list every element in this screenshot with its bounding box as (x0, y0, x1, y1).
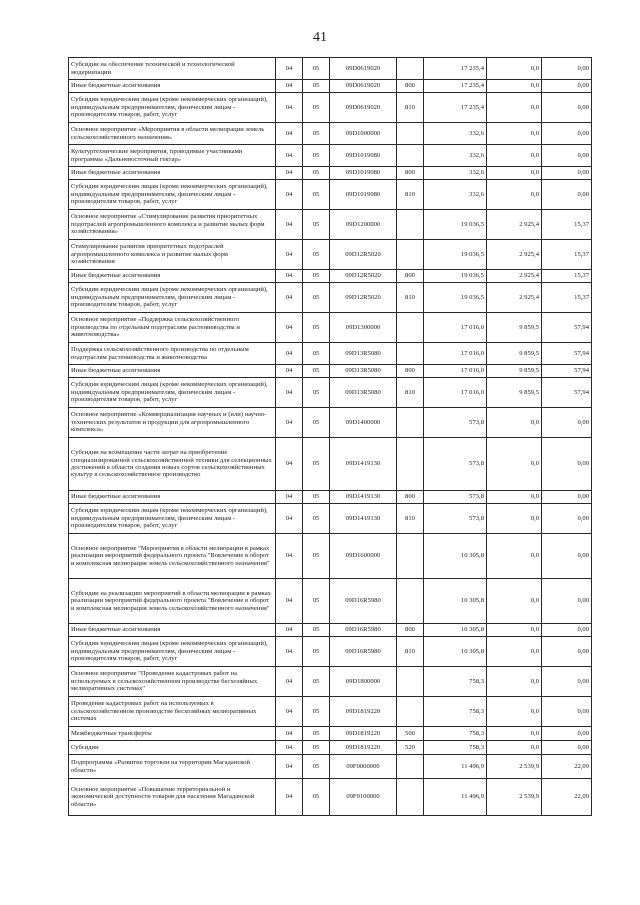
expense-type-cell (397, 145, 424, 167)
row-name-cell: Основное мероприятие «Повышение территориальной и экономической доступности товаров для населения Магаданской области» (69, 779, 276, 816)
expense-type-cell (397, 755, 424, 779)
subsection-code-cell: 05 (303, 579, 330, 624)
expense-type-cell: 810 (397, 504, 424, 534)
subsection-code-cell: 05 (303, 283, 330, 313)
subsection-code-cell: 05 (303, 167, 330, 180)
row-name-cell: Субсидии юридическим лицам (кроме некоммерческих организаций), индивидуальным предпринимателям, физическим лицам - производителям товаров, работ, услуг (69, 637, 276, 667)
table-row (69, 755, 592, 779)
expense-type-cell (397, 123, 424, 145)
execution-percent-cell: 0,00 (542, 180, 592, 210)
row-name-cell: Поддержка сельскохозяйственного производства по отдельным подотраслям растениеводства и животноводства (69, 343, 276, 365)
section-code-cell: 04 (276, 343, 303, 365)
table-row (69, 504, 592, 534)
approved-amount-cell: 573,8 (424, 504, 487, 534)
executed-amount-cell: 0,0 (487, 624, 542, 637)
approved-amount-cell: 19 036,5 (424, 270, 487, 283)
target-article-cell: 09D0619020 (330, 80, 397, 93)
approved-amount-cell: 19 036,5 (424, 283, 487, 313)
row-name-cell: Субсидии юридическим лицам (кроме некоммерческих организаций), индивидуальным предпринимателям, физическим лицам - производителям товаров, работ, услуг (69, 378, 276, 408)
subsection-code-cell: 05 (303, 123, 330, 145)
row-name-cell: Основное мероприятие «Мероприятия в области мелиорации земель сельскохозяйственного назначения» (69, 123, 276, 145)
executed-amount-cell: 2 539,9 (487, 755, 542, 779)
approved-amount-cell: 19 036,5 (424, 240, 487, 270)
section-code-cell: 04 (276, 167, 303, 180)
section-code-cell: 04 (276, 727, 303, 741)
table-row (69, 491, 592, 504)
executed-amount-cell: 9 859,5 (487, 378, 542, 408)
subsection-code-cell: 05 (303, 727, 330, 741)
executed-amount-cell: 0,0 (487, 727, 542, 741)
execution-percent-cell: 0,00 (542, 145, 592, 167)
approved-amount-cell: 17 235,4 (424, 58, 487, 80)
target-article-cell: 09D1600000 (330, 534, 397, 579)
row-name-cell: Субсидии (69, 741, 276, 755)
table-row (69, 167, 592, 180)
executed-amount-cell: 0,0 (487, 697, 542, 727)
section-code-cell: 04 (276, 365, 303, 378)
subsection-code-cell: 05 (303, 438, 330, 491)
subsection-code-cell: 05 (303, 93, 330, 123)
executed-amount-cell: 0,0 (487, 504, 542, 534)
expense-type-cell: 800 (397, 491, 424, 504)
approved-amount-cell: 758,3 (424, 727, 487, 741)
expense-type-cell: 500 (397, 727, 424, 741)
row-name-cell: Субсидии на возмещение части затрат на приобретение специализированной сельскохозяйственной техники для селекционных достижений в области создания новых сортов сельскохозяйственных культур в сельскохозяйственное производство (69, 438, 276, 491)
expense-type-cell: 520 (397, 741, 424, 755)
row-name-cell: Субсидии на обеспечение технической и технологической модернизации (69, 58, 276, 80)
execution-percent-cell: 0,00 (542, 438, 592, 491)
executed-amount-cell: 2 925,4 (487, 240, 542, 270)
expense-type-cell (397, 343, 424, 365)
executed-amount-cell: 0,0 (487, 408, 542, 438)
table-row (69, 779, 592, 816)
section-code-cell: 04 (276, 283, 303, 313)
execution-percent-cell: 15,37 (542, 283, 592, 313)
execution-percent-cell: 15,37 (542, 270, 592, 283)
execution-percent-cell: 0,00 (542, 667, 592, 697)
row-name-cell: Иные бюджетные ассигнования (69, 491, 276, 504)
execution-percent-cell: 0,00 (542, 534, 592, 579)
subsection-code-cell: 05 (303, 80, 330, 93)
table-row (69, 741, 592, 755)
subsection-code-cell: 05 (303, 504, 330, 534)
executed-amount-cell: 9 859,5 (487, 343, 542, 365)
target-article-cell: 09D1819220 (330, 697, 397, 727)
table-row (69, 727, 592, 741)
subsection-code-cell: 05 (303, 240, 330, 270)
execution-percent-cell: 0,00 (542, 93, 592, 123)
approved-amount-cell: 332,6 (424, 180, 487, 210)
target-article-cell: 09D1419130 (330, 504, 397, 534)
row-name-cell: Основное мероприятие «Поддержка сельскохозяйственного производства по отдельным подотраслям растениеводства и животноводства» (69, 313, 276, 343)
approved-amount-cell: 758,3 (424, 741, 487, 755)
approved-amount-cell: 573,8 (424, 491, 487, 504)
subsection-code-cell: 05 (303, 408, 330, 438)
target-article-cell: 09D12R5020 (330, 240, 397, 270)
table-row (69, 240, 592, 270)
execution-percent-cell: 57,94 (542, 313, 592, 343)
section-code-cell: 04 (276, 145, 303, 167)
subsection-code-cell: 05 (303, 343, 330, 365)
section-code-cell: 04 (276, 779, 303, 816)
subsection-code-cell: 05 (303, 145, 330, 167)
table-row (69, 534, 592, 579)
executed-amount-cell: 2 925,4 (487, 210, 542, 240)
page-number: 41 (313, 30, 327, 45)
approved-amount-cell: 17 016,0 (424, 365, 487, 378)
executed-amount-cell: 0,0 (487, 180, 542, 210)
execution-percent-cell: 57,94 (542, 378, 592, 408)
table-row (69, 58, 592, 80)
target-article-cell: 09F0000000 (330, 755, 397, 779)
executed-amount-cell: 0,0 (487, 534, 542, 579)
row-name-cell: Иные бюджетные ассигнования (69, 624, 276, 637)
section-code-cell: 04 (276, 210, 303, 240)
executed-amount-cell: 2 539,9 (487, 779, 542, 816)
subsection-code-cell: 05 (303, 624, 330, 637)
target-article-cell: 09D13R5080 (330, 343, 397, 365)
section-code-cell: 04 (276, 667, 303, 697)
execution-percent-cell: 0,00 (542, 579, 592, 624)
section-code-cell: 04 (276, 93, 303, 123)
expense-type-cell: 810 (397, 378, 424, 408)
execution-percent-cell: 0,00 (542, 697, 592, 727)
row-name-cell: Иные бюджетные ассигнования (69, 80, 276, 93)
row-name-cell: Культуртехнические мероприятия, проводимые участниками программы «Дальневосточный гектар» (69, 145, 276, 167)
target-article-cell: 09D16R5980 (330, 624, 397, 637)
section-code-cell: 04 (276, 741, 303, 755)
row-name-cell: Субсидии на реализацию мероприятий в области мелиорации в рамках реализации мероприятий федерального проекта "Вовлечение в оборот и комплексная мелиорация земель сельскохозяйственного назначения" (69, 579, 276, 624)
target-article-cell: 09D1400000 (330, 408, 397, 438)
row-name-cell: Проведение кадастровых работ на используемых в сельскохозяйственном производстве бесхозяйных мелиоративных системах (69, 697, 276, 727)
execution-percent-cell: 0,00 (542, 727, 592, 741)
approved-amount-cell: 332,6 (424, 123, 487, 145)
section-code-cell: 04 (276, 408, 303, 438)
target-article-cell: 09F0100000 (330, 779, 397, 816)
executed-amount-cell: 0,0 (487, 741, 542, 755)
target-article-cell: 09D16R5980 (330, 579, 397, 624)
expense-type-cell (397, 58, 424, 80)
approved-amount-cell: 17 016,0 (424, 313, 487, 343)
subsection-code-cell: 05 (303, 58, 330, 80)
executed-amount-cell: 0,0 (487, 123, 542, 145)
executed-amount-cell: 0,0 (487, 667, 542, 697)
executed-amount-cell: 0,0 (487, 93, 542, 123)
table-row (69, 697, 592, 727)
target-article-cell: 09D1200000 (330, 210, 397, 240)
table-row (69, 313, 592, 343)
section-code-cell: 04 (276, 378, 303, 408)
table-row (69, 365, 592, 378)
expense-type-cell (397, 667, 424, 697)
subsection-code-cell: 05 (303, 534, 330, 579)
row-name-cell: Стимулирование развития приоритетных подотраслей агропромышленного комплекса и развитие малых форм хозяйствования (69, 240, 276, 270)
executed-amount-cell: 9 859,5 (487, 365, 542, 378)
target-article-cell: 09D0619020 (330, 58, 397, 80)
execution-percent-cell: 57,94 (542, 343, 592, 365)
table-row (69, 210, 592, 240)
subsection-code-cell: 05 (303, 180, 330, 210)
execution-percent-cell: 57,94 (542, 365, 592, 378)
execution-percent-cell: 22,09 (542, 755, 592, 779)
section-code-cell: 04 (276, 624, 303, 637)
target-article-cell: 09D13R5080 (330, 365, 397, 378)
execution-percent-cell: 0,00 (542, 637, 592, 667)
executed-amount-cell: 0,0 (487, 80, 542, 93)
expense-type-cell (397, 240, 424, 270)
target-article-cell: 09D1019080 (330, 180, 397, 210)
row-name-cell: Иные бюджетные ассигнования (69, 270, 276, 283)
expense-type-cell: 800 (397, 365, 424, 378)
section-code-cell: 04 (276, 80, 303, 93)
table-row (69, 408, 592, 438)
table-row (69, 180, 592, 210)
execution-percent-cell: 0,00 (542, 504, 592, 534)
target-article-cell: 09D1019080 (330, 167, 397, 180)
executed-amount-cell: 0,0 (487, 637, 542, 667)
approved-amount-cell: 19 036,5 (424, 210, 487, 240)
subsection-code-cell: 05 (303, 697, 330, 727)
table-row (69, 283, 592, 313)
row-name-cell: Основное мероприятие «Коммерциализация научных и (или) научно-технических результатов и продукции для агропромышленного комплекса» (69, 408, 276, 438)
subsection-code-cell: 05 (303, 378, 330, 408)
executed-amount-cell: 0,0 (487, 145, 542, 167)
approved-amount-cell: 758,3 (424, 667, 487, 697)
row-name-cell: Межбюджетные трансферты (69, 727, 276, 741)
subsection-code-cell: 05 (303, 210, 330, 240)
executed-amount-cell: 0,0 (487, 579, 542, 624)
table-row (69, 270, 592, 283)
subsection-code-cell: 05 (303, 365, 330, 378)
approved-amount-cell: 332,6 (424, 167, 487, 180)
expense-type-cell: 810 (397, 93, 424, 123)
approved-amount-cell: 573,8 (424, 438, 487, 491)
table-row (69, 378, 592, 408)
subsection-code-cell: 05 (303, 779, 330, 816)
row-name-cell: Иные бюджетные ассигнования (69, 167, 276, 180)
section-code-cell: 04 (276, 637, 303, 667)
approved-amount-cell: 11 496,9 (424, 755, 487, 779)
executed-amount-cell: 0,0 (487, 58, 542, 80)
execution-percent-cell: 15,37 (542, 240, 592, 270)
executed-amount-cell: 2 925,4 (487, 270, 542, 283)
subsection-code-cell: 05 (303, 755, 330, 779)
execution-percent-cell: 0,00 (542, 624, 592, 637)
expense-type-cell: 800 (397, 624, 424, 637)
execution-percent-cell: 0,00 (542, 741, 592, 755)
expense-type-cell (397, 534, 424, 579)
execution-percent-cell: 15,37 (542, 210, 592, 240)
budget-table (68, 57, 592, 816)
expense-type-cell (397, 697, 424, 727)
approved-amount-cell: 10 305,8 (424, 637, 487, 667)
execution-percent-cell: 0,00 (542, 167, 592, 180)
section-code-cell: 04 (276, 697, 303, 727)
row-name-cell: Подпрограмма «Развитие торговли на территории Магаданской области» (69, 755, 276, 779)
approved-amount-cell: 332,6 (424, 145, 487, 167)
row-name-cell: Субсидии юридическим лицам (кроме некоммерческих организаций), индивидуальным предпринимателям, физическим лицам - производителям товаров, работ, услуг (69, 504, 276, 534)
subsection-code-cell: 05 (303, 313, 330, 343)
execution-percent-cell: 0,00 (542, 58, 592, 80)
target-article-cell: 09D1419130 (330, 491, 397, 504)
executed-amount-cell: 0,0 (487, 167, 542, 180)
expense-type-cell: 800 (397, 80, 424, 93)
row-name-cell: Иные бюджетные ассигнования (69, 365, 276, 378)
table-row (69, 624, 592, 637)
subsection-code-cell: 05 (303, 270, 330, 283)
table-row (69, 93, 592, 123)
target-article-cell: 09D1819220 (330, 741, 397, 755)
approved-amount-cell: 573,8 (424, 408, 487, 438)
target-article-cell: 09D1800000 (330, 667, 397, 697)
expense-type-cell: 810 (397, 283, 424, 313)
table-row (69, 145, 592, 167)
execution-percent-cell: 0,00 (542, 80, 592, 93)
row-name-cell: Основное мероприятие «Стимулирование развития приоритетных подотраслей агропромышленного комплекса и развитие малых форм хозяйствования» (69, 210, 276, 240)
subsection-code-cell: 05 (303, 637, 330, 667)
table-row (69, 637, 592, 667)
section-code-cell: 04 (276, 438, 303, 491)
section-code-cell: 04 (276, 58, 303, 80)
target-article-cell: 09D12R5020 (330, 283, 397, 313)
approved-amount-cell: 17 016,0 (424, 378, 487, 408)
expense-type-cell: 810 (397, 180, 424, 210)
target-article-cell: 09D13R5080 (330, 378, 397, 408)
target-article-cell: 09D0619020 (330, 93, 397, 123)
approved-amount-cell: 10 305,8 (424, 624, 487, 637)
target-article-cell: 09D1300000 (330, 313, 397, 343)
table-body (69, 58, 592, 816)
target-article-cell: 09D1019080 (330, 145, 397, 167)
section-code-cell: 04 (276, 180, 303, 210)
table-row (69, 667, 592, 697)
target-article-cell: 09D1419130 (330, 438, 397, 491)
approved-amount-cell: 11 496,9 (424, 779, 487, 816)
section-code-cell: 04 (276, 123, 303, 145)
executed-amount-cell: 9 859,5 (487, 313, 542, 343)
execution-percent-cell: 0,00 (542, 408, 592, 438)
expense-type-cell: 800 (397, 270, 424, 283)
table-row (69, 438, 592, 491)
expense-type-cell: 800 (397, 167, 424, 180)
subsection-code-cell: 05 (303, 491, 330, 504)
row-name-cell: Субсидии юридическим лицам (кроме некоммерческих организаций), индивидуальным предпринимателям, физическим лицам - производителям товаров, работ, услуг (69, 283, 276, 313)
subsection-code-cell: 05 (303, 667, 330, 697)
approved-amount-cell: 10 305,8 (424, 579, 487, 624)
expense-type-cell: 810 (397, 637, 424, 667)
expense-type-cell (397, 438, 424, 491)
approved-amount-cell: 17 016,0 (424, 343, 487, 365)
target-article-cell: 09D16R5980 (330, 637, 397, 667)
row-name-cell: Субсидии юридическим лицам (кроме некоммерческих организаций), индивидуальным предпринимателям, физическим лицам - производителям товаров, работ, услуг (69, 180, 276, 210)
target-article-cell: 09D1000000 (330, 123, 397, 145)
execution-percent-cell: 0,00 (542, 123, 592, 145)
executed-amount-cell: 0,0 (487, 438, 542, 491)
expense-type-cell (397, 779, 424, 816)
subsection-code-cell: 05 (303, 741, 330, 755)
execution-percent-cell: 22,09 (542, 779, 592, 816)
executed-amount-cell: 2 925,4 (487, 283, 542, 313)
row-name-cell: Субсидии юридическим лицам (кроме некоммерческих организаций), индивидуальным предпринимателям, физическим лицам - производителям товаров, работ, услуг (69, 93, 276, 123)
target-article-cell: 09D12R5020 (330, 270, 397, 283)
table-row (69, 123, 592, 145)
row-name-cell: Основное мероприятие "Мероприятия в области мелиорации в рамках реализации мероприятий федерального проекта "Вовлечение в оборот и комплексная мелиорация земель сельскохозяйственного назначения" (69, 534, 276, 579)
section-code-cell: 04 (276, 270, 303, 283)
section-code-cell: 04 (276, 240, 303, 270)
approved-amount-cell: 10 305,8 (424, 534, 487, 579)
section-code-cell: 04 (276, 755, 303, 779)
expense-type-cell (397, 408, 424, 438)
section-code-cell: 04 (276, 504, 303, 534)
execution-percent-cell: 0,00 (542, 491, 592, 504)
table-row (69, 579, 592, 624)
section-code-cell: 04 (276, 534, 303, 579)
section-code-cell: 04 (276, 491, 303, 504)
section-code-cell: 04 (276, 579, 303, 624)
approved-amount-cell: 17 235,4 (424, 93, 487, 123)
target-article-cell: 09D1819220 (330, 727, 397, 741)
executed-amount-cell: 0,0 (487, 491, 542, 504)
expense-type-cell (397, 210, 424, 240)
section-code-cell: 04 (276, 313, 303, 343)
table-row (69, 80, 592, 93)
approved-amount-cell: 17 235,4 (424, 80, 487, 93)
table-row (69, 343, 592, 365)
row-name-cell: Основное мероприятие "Проведение кадастровых работ на используемых в сельскохозяйственном производстве бесхозяйных мелиоративных системах" (69, 667, 276, 697)
approved-amount-cell: 758,3 (424, 697, 487, 727)
expense-type-cell (397, 579, 424, 624)
expense-type-cell (397, 313, 424, 343)
